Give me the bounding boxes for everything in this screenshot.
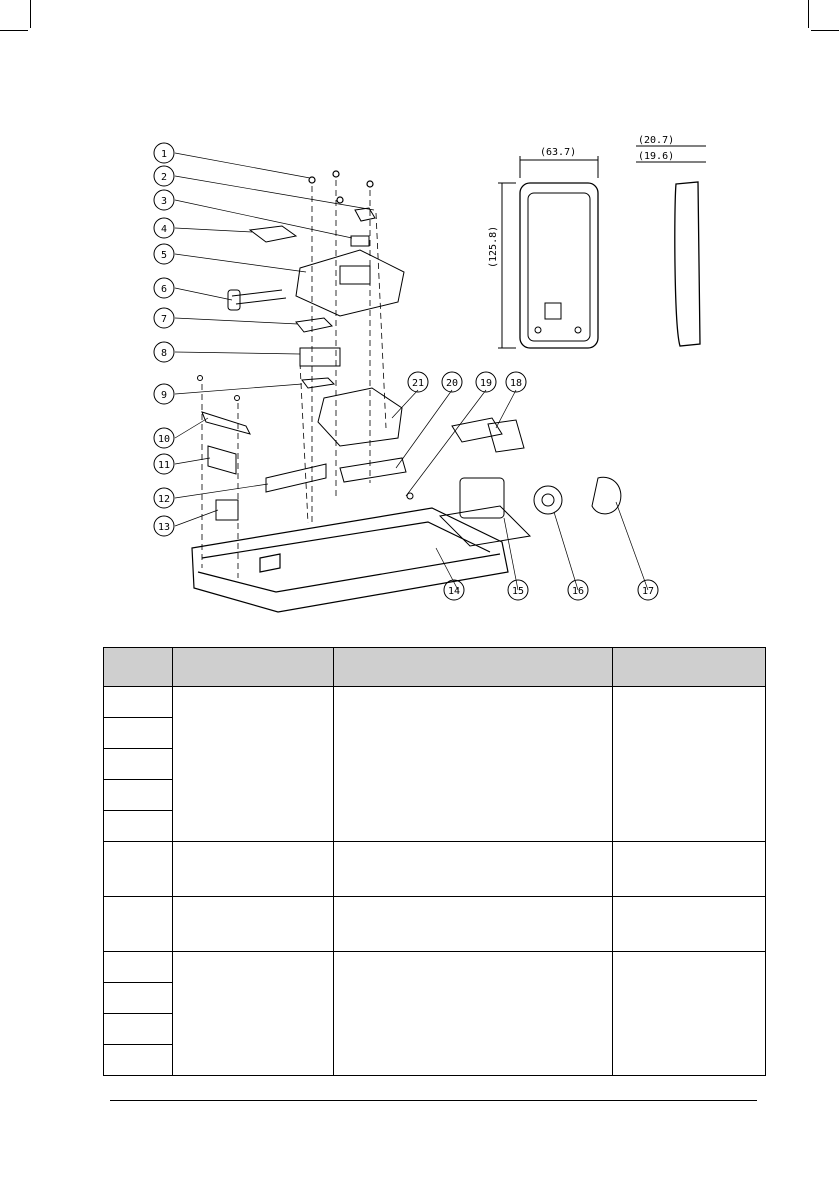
table-row — [104, 952, 766, 983]
callout-number: 21 — [411, 378, 425, 389]
callout-number: 17 — [641, 586, 655, 597]
callout-number: 7 — [160, 314, 168, 325]
callout-number: 19 — [479, 378, 493, 389]
exploded-view-figure — [140, 128, 720, 618]
callout-number: 14 — [447, 586, 461, 597]
table-cell — [334, 897, 613, 952]
assembly-guide-lines — [202, 180, 386, 578]
table-header-cell — [104, 648, 173, 687]
parts-table — [103, 647, 766, 1076]
main-housing — [192, 508, 508, 612]
table-row — [104, 687, 766, 718]
table-cell — [613, 952, 766, 1076]
table-cell — [173, 687, 334, 842]
table-header-cell — [613, 648, 766, 687]
table-cell — [104, 687, 173, 718]
callout-number: 18 — [509, 378, 523, 389]
footer-rule — [110, 1100, 757, 1101]
dim-depth-outer-label: (20.7) — [638, 135, 675, 146]
table-cell — [104, 718, 173, 749]
callout-number: 12 — [157, 494, 171, 505]
table-cell — [104, 811, 173, 842]
table-cell — [613, 897, 766, 952]
callout-number: 3 — [160, 196, 168, 207]
dim-depth-inner-label: (19.6) — [638, 151, 675, 162]
callout-number: 4 — [160, 224, 168, 235]
side-view — [636, 135, 706, 346]
callout-number: 8 — [160, 348, 168, 359]
table-cell — [104, 749, 173, 780]
table-cell — [104, 1045, 173, 1076]
table-cell — [613, 687, 766, 842]
table-cell — [173, 897, 334, 952]
screw-group-top — [309, 171, 373, 203]
table-cell — [173, 952, 334, 1076]
table-cell — [104, 842, 173, 897]
table-header-cell — [334, 648, 613, 687]
table-header-row — [104, 648, 766, 687]
dim-width-label: (63.7) — [540, 147, 577, 158]
callout-number: 1 — [160, 149, 168, 160]
crop-mark-top-left-horizontal — [0, 30, 28, 31]
table-cell — [334, 952, 613, 1076]
callout-number: 5 — [160, 250, 168, 261]
callout-numbers — [158, 149, 654, 597]
table-row — [104, 897, 766, 952]
dim-height-label: (125.8) — [488, 225, 499, 268]
callout-number: 13 — [157, 522, 171, 533]
table-header-cell — [173, 648, 334, 687]
callout-number: 20 — [445, 378, 459, 389]
table-row — [104, 842, 766, 897]
table-cell — [104, 983, 173, 1014]
crop-mark-top-right-vertical — [808, 0, 809, 28]
crop-mark-top-right-horizontal — [811, 30, 839, 31]
table-cell — [104, 952, 173, 983]
callout-number: 9 — [160, 390, 168, 401]
table-cell — [334, 842, 613, 897]
callout-number: 11 — [157, 460, 171, 471]
callout-number: 2 — [160, 172, 168, 183]
callout-number: 10 — [157, 434, 171, 445]
table-cell — [104, 780, 173, 811]
front-view — [488, 147, 598, 348]
table-cell — [613, 842, 766, 897]
table-cell — [334, 687, 613, 842]
callout-number: 16 — [571, 586, 585, 597]
crop-mark-top-left-vertical — [30, 0, 31, 28]
table-cell — [104, 1014, 173, 1045]
table-cell — [104, 897, 173, 952]
callout-number: 6 — [160, 284, 168, 295]
callout-number: 15 — [511, 586, 525, 597]
table-cell — [173, 842, 334, 897]
exploded-view-drawing — [140, 128, 720, 618]
